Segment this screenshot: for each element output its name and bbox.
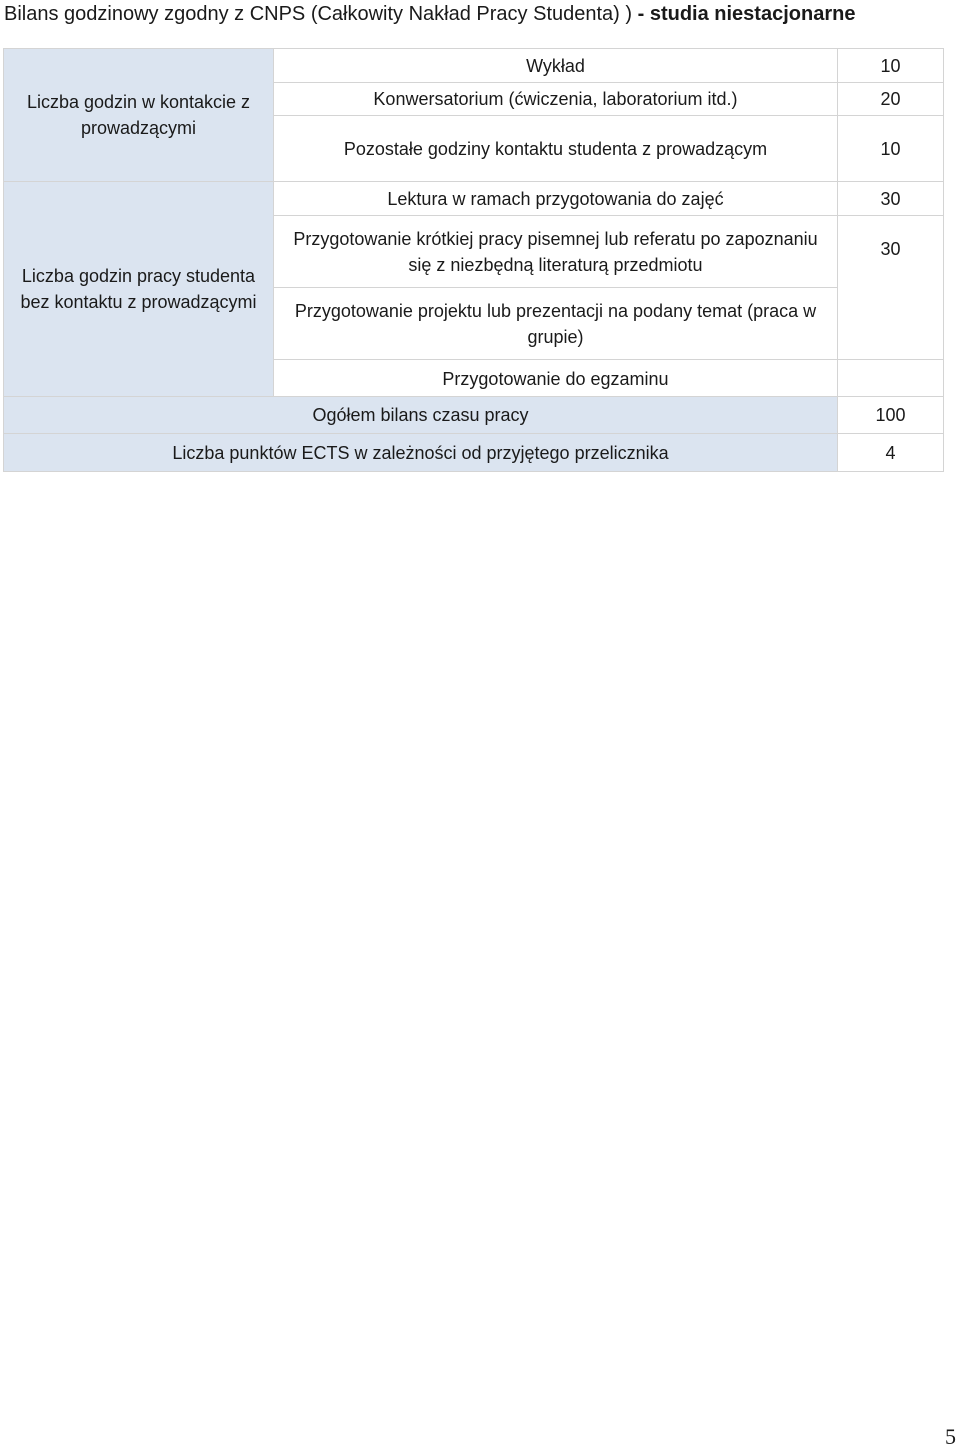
ects-label: Liczba punktów ECTS w zależności od przyjętego przelicznika	[4, 434, 838, 472]
hours-cell: 10	[838, 116, 944, 182]
total-value: 100	[838, 397, 944, 434]
title-emphasis: - studia niestacjonarne	[637, 3, 856, 25]
hours-cell: 10	[838, 49, 944, 83]
hours-cell	[838, 360, 944, 397]
title-main: Bilans godzinowy zgodny z CNPS (Całkowity Nakład Pracy Studenta) )	[4, 3, 638, 25]
hours-cell: 20	[838, 83, 944, 116]
page-number: 5	[945, 1424, 956, 1449]
table-row-ects	[4, 434, 944, 472]
total-label: Ogółem bilans czasu pracy	[4, 397, 838, 434]
section-label-contact: Liczba godzin w kontakcie z prowadzącymi	[4, 49, 274, 182]
table-row	[4, 182, 944, 216]
activity-cell: Konwersatorium (ćwiczenia, laboratorium itd.)	[274, 83, 838, 116]
activity-cell: Przygotowanie do egzaminu	[274, 360, 838, 397]
activity-cell: Pozostałe godziny kontaktu studenta z prowadzącym	[274, 116, 838, 182]
activity-cell: Lektura w ramach przygotowania do zajęć	[274, 182, 838, 216]
section-label-self-study: Liczba godzin pracy studenta bez kontaktu z prowadzącymi	[4, 182, 274, 397]
ects-value: 4	[838, 434, 944, 472]
hours-balance-table	[3, 48, 944, 472]
activity-cell: Wykład	[274, 49, 838, 83]
table-row-total	[4, 397, 944, 434]
hours-cell: 30	[838, 182, 944, 216]
activity-cell: Przygotowanie projektu lub prezentacji na podany temat (praca w grupie)	[274, 288, 838, 360]
document-title	[4, 2, 855, 26]
hours-cell: 30	[838, 216, 944, 360]
table-row	[4, 49, 944, 83]
activity-cell: Przygotowanie krótkiej pracy pisemnej lub referatu po zapoznaniu się z niezbędną literaturą przedmiotu	[274, 216, 838, 288]
